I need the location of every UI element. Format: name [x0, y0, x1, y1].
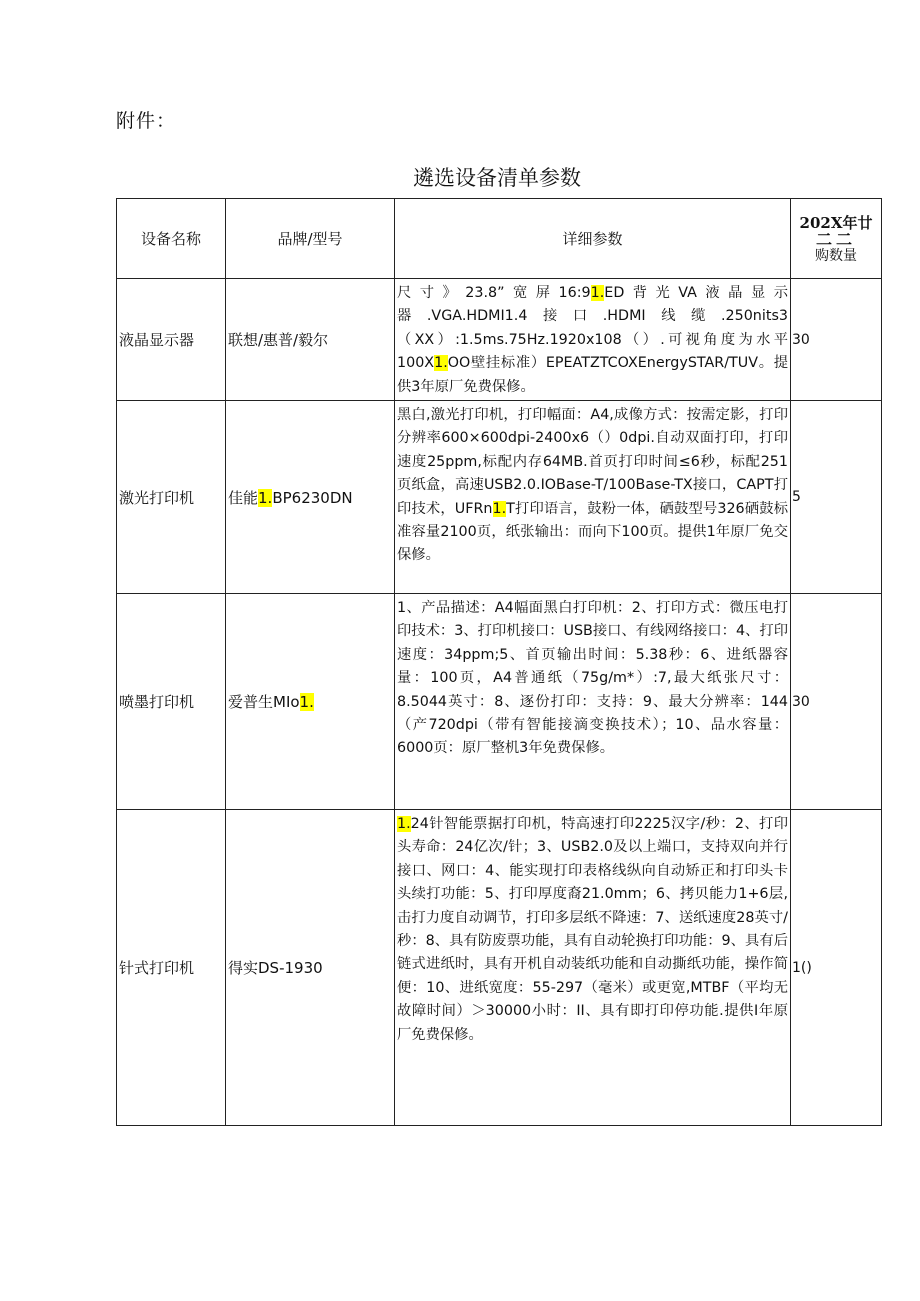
header-brand: 品牌/型号 — [226, 199, 395, 279]
table-row — [117, 401, 882, 594]
header-qty-line1: 202X年廿 — [799, 213, 873, 232]
row-name: 针式打印机 — [117, 810, 226, 1126]
header-qty-line3: 购数量 — [815, 248, 857, 265]
row-detail: 1.24针智能票据打印机，特高速打印2225汉字/秒：2、打印头寿命：24亿次/针；3、USB2.0及以上端口，支持双向并行接口、网口：4、能实现打印表格线纵向自动矫正和打印头卡头续打功能：5、打印厚度裔21.0mm；6、拷贝能力1+6层,击打力度自动调节，打印多层纸不降速：7、送纸速度28英寸/秒：8、具有防废票功能，具有自动轮换打印功能：9、具有后链式进纸时，具有开机自动装纸功能和自动撕纸功能，操作简便：10、进纸宽度：55-297（毫米）或更宽,MTBF（平均无故障时间）＞30000小时：II、具有即打印停功能.提供I年原厂免费保修。 — [395, 810, 791, 1126]
row-quantity: 30 — [791, 279, 882, 401]
row-quantity: 1() — [791, 810, 882, 1126]
header-name: 设备名称 — [117, 199, 226, 279]
row-name: 液晶显示器 — [117, 279, 226, 401]
table-row — [117, 279, 882, 401]
row-brand: 佳能1.BP6230DN — [226, 401, 395, 594]
row-name: 激光打印机 — [117, 401, 226, 594]
row-brand: 得实DS-1930 — [226, 810, 395, 1126]
header-qty-line2: 二二 — [815, 230, 856, 250]
table-row — [117, 594, 882, 810]
row-quantity: 30 — [791, 594, 882, 810]
row-quantity: 5 — [791, 401, 882, 594]
row-detail: 1、产品描述：A4幅面黑白打印机：2、打印方式：微压电打印技术：3、打印机接口：USB接口、有线网络接口：4、打印速度：34ppm;5、首页输出时间：5.38秒：6、进纸器容量：100页，A4普通纸（75g∕m*）:7,最大纸张尺寸：8.5044英寸：8、逐份打印：支持：9、最大分辨率：144（产720dpi（带有智能接滴变换技术）；10、品水容量：6000页：原厂整机3年免费保修。 — [395, 594, 791, 810]
table-row — [117, 810, 882, 1126]
row-detail: 黑白,激光打印机，打印幅面：A4,成像方式：按需定影，打印分辨率600×600dpi-2400x6（）0dpi.自动双面打印，打印速度25ppm,标配内存64MB.首页打印时间≤6秒，标配251页纸盒，高速USB2.0.IOBase-T/100Base-TX接口，CAPT打印技术，UFRn1.T打印语言，鼓粉一体，硒鼓型号326硒鼓标准容量2100页，纸张输出：而向下100页。提供1年原厂免交保修。 — [395, 401, 791, 594]
row-brand: 爱普生MIo1. — [226, 594, 395, 810]
attachment-label: 附件： — [116, 110, 177, 132]
equipment-table — [116, 198, 882, 1126]
header-quantity — [791, 199, 882, 279]
table-header-row — [117, 199, 882, 279]
row-detail: 尺寸》23.8”宽屏16:91.ED背光VA液晶显示器.VGA.HDMI1.4接口.HDMI线缆.250nits3（XX）:1.5ms.75Hz.1920x108（）.可视角度为水平100X1.OO壁挂标准）EPEATZTCOXEnergySTAR/TUV。提供3年原厂免费保修。 — [395, 279, 791, 401]
row-name: 喷墨打印机 — [117, 594, 226, 810]
row-brand: 联想/惠普/毅尔 — [226, 279, 395, 401]
document-title: 遴选设备清单参数 — [413, 166, 581, 190]
header-detail: 详细参数 — [395, 199, 791, 279]
